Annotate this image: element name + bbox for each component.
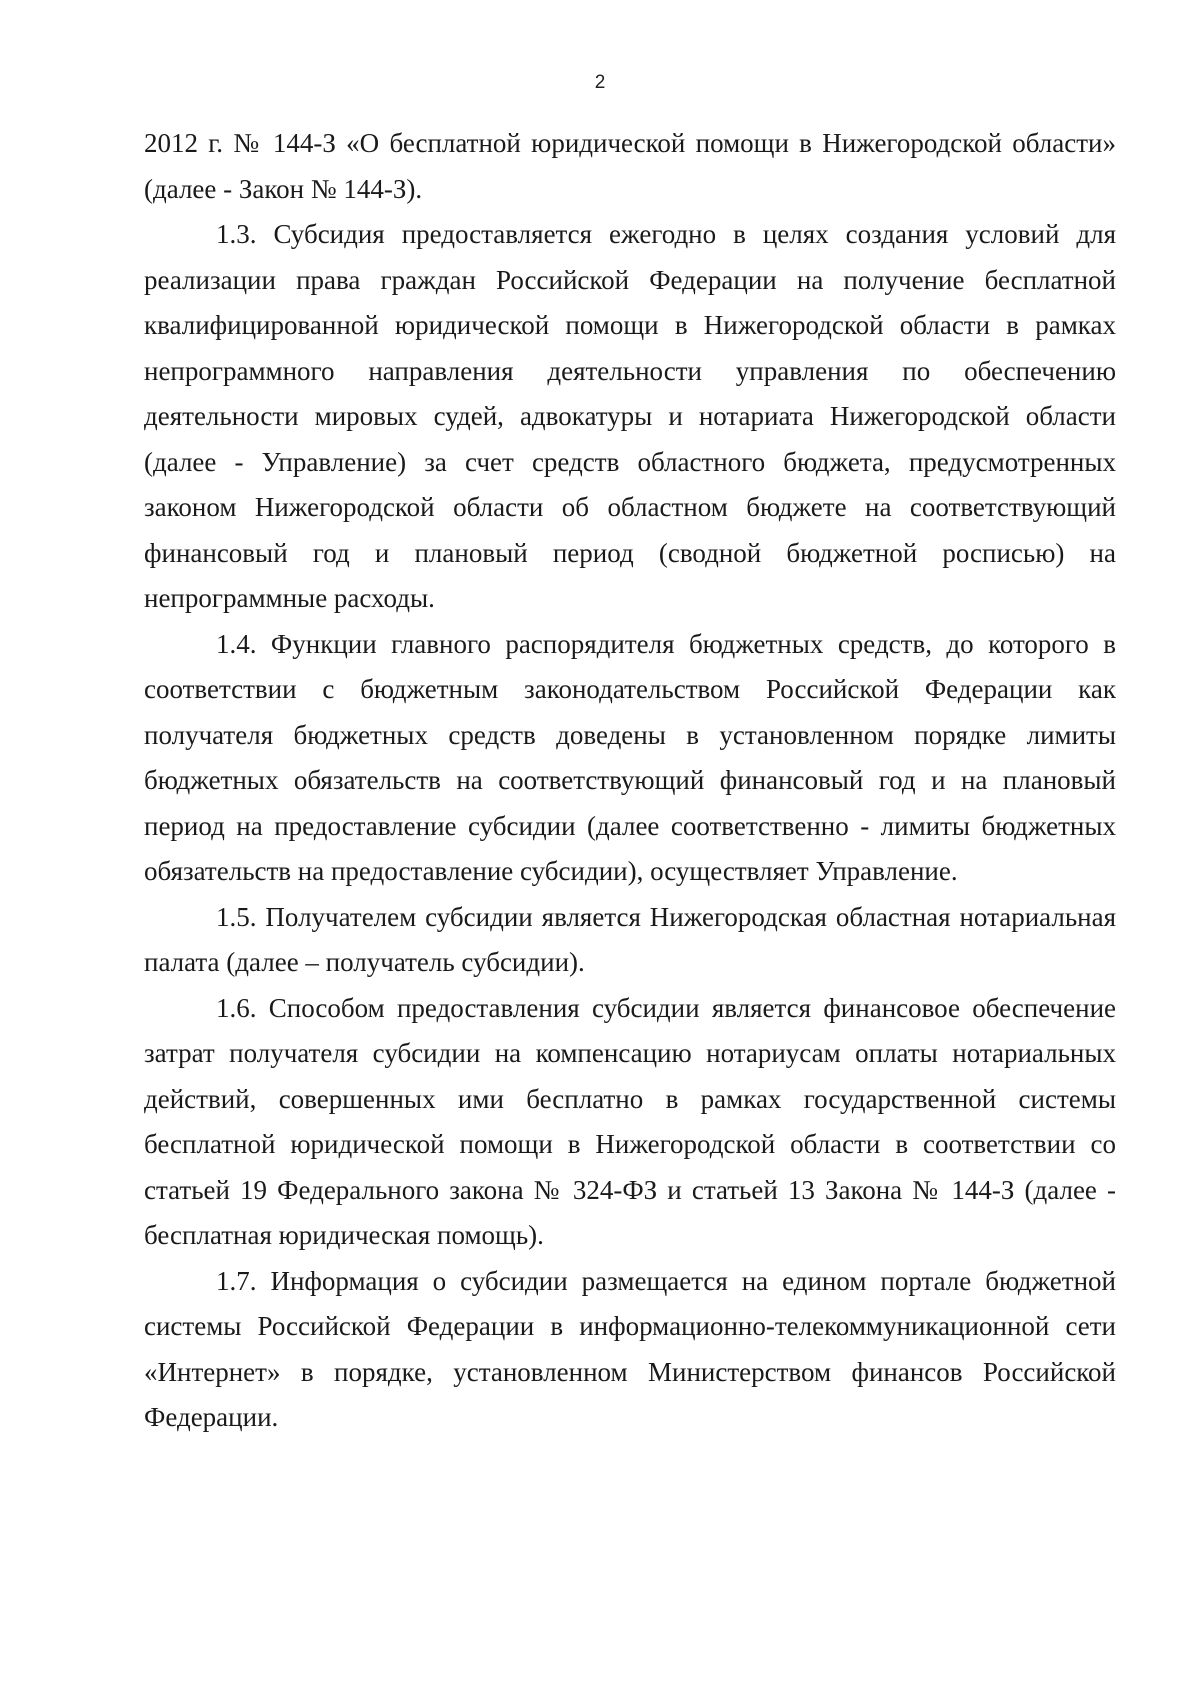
paragraph-1-4: 1.4. Функции главного распорядителя бюджетных средств, до которого в соответствии с бюджетным законодательством Российской Федерации как получателя бюджетных средств доведены в установленном порядке лимиты бюджетных обязательств на соответствующий финансовый год и на плановый период на предоставление субсидии (далее соответственно - лимиты бюджетных обязательств на предоставление субсидии), осуществляет Управление. xyxy=(144,628,1116,886)
paragraph-1-3: 1.3. Субсидия предоставляется ежегодно в целях создания условий для реализации права граждан Российской Федерации на получение бесплатной квалифицированной юридической помощи в Нижегородской области в рамках непрограммного направления деятельности управления по обеспечению деятельности мировых судей, адвокатуры и нотариата Нижегородской области (далее - Управление) за счет средств областного бюджета, предусмотренных законом Нижегородской области об областном бюджете на соответствующий финансовый год и плановый период (сводной бюджетной росписью) на непрограммные расходы. xyxy=(144,219,1116,613)
paragraph-1-6: 1.6. Способом предоставления субсидии является финансовое обеспечение затрат получателя субсидии на компенсацию нотариусам оплаты нотариальных действий, совершенных ими бесплатно в рамках государственной системы бесплатной юридической помощи в Нижегородской области в соответствии со статьей 19 Федерального закона № 324-ФЗ и статьей 13 Закона № 144-З (далее - бесплатная юридическая помощь). xyxy=(144,992,1116,1250)
paragraph-continuation: 2012 г. № 144-З «О бесплатной юридической помощи в Нижегородской области» (далее - Закон № 144-З). xyxy=(144,128,1116,204)
paragraph-1-5: 1.5. Получателем субсидии является Нижегородская областная нотариальная палата (далее – получатель субсидии). xyxy=(144,901,1116,977)
page-number: 2 xyxy=(594,72,606,93)
paragraph-1-7: 1.7. Информация о субсидии размещается на едином портале бюджетной системы Российской Федерации в информационно-телекоммуникационной сети «Интернет» в порядке, установленном Министерством финансов Российской Федерации. xyxy=(144,1265,1116,1432)
document-body xyxy=(144,121,1116,1441)
